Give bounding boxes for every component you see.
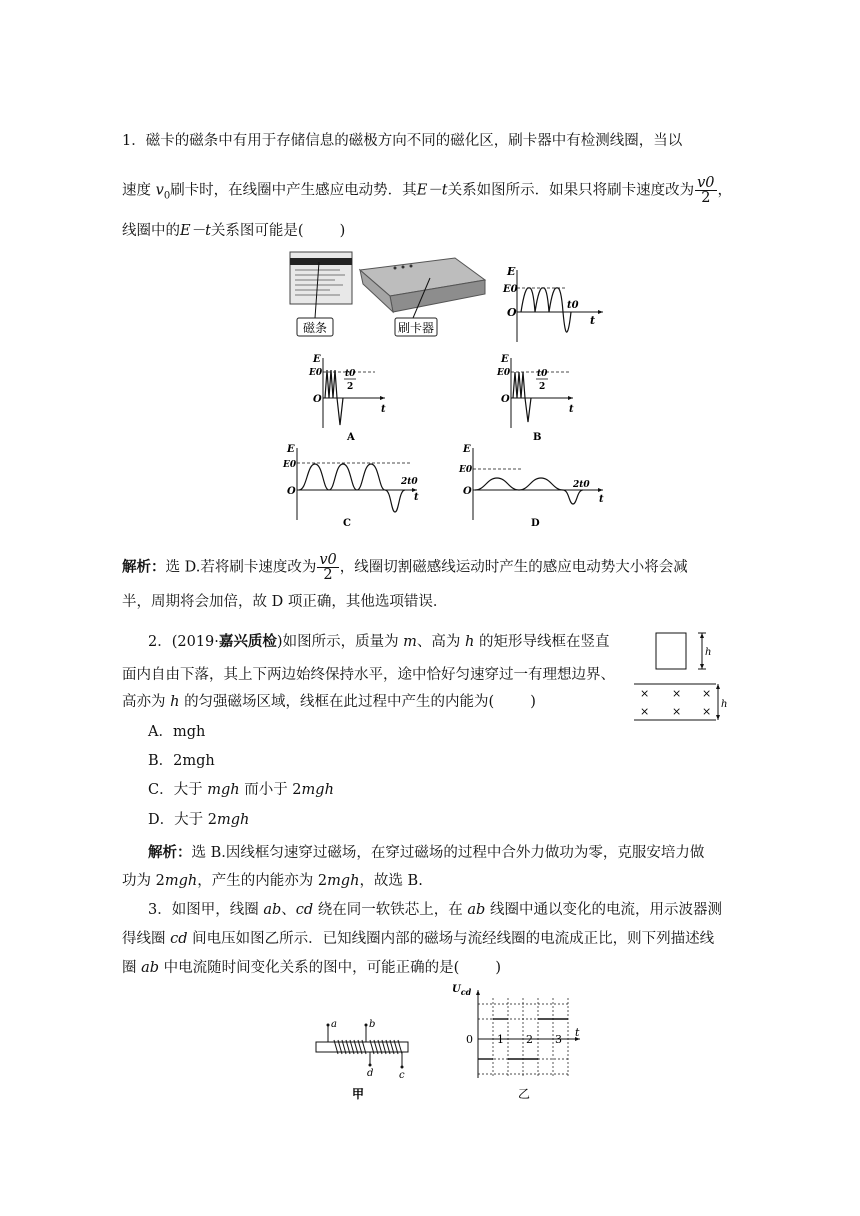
graph-E-label: E — [507, 265, 516, 278]
svg-text:t0: t0 — [345, 369, 356, 379]
q3-figure-yi — [448, 982, 588, 1102]
svg-text:2t0: 2t0 — [401, 477, 418, 487]
svg-text:t0: t0 — [537, 369, 548, 379]
option-a-graph — [308, 354, 386, 443]
iron-core — [316, 1042, 408, 1052]
svg-text:E: E — [313, 354, 321, 365]
option-c-graph — [282, 444, 419, 529]
field-height-label: h — [721, 699, 728, 710]
svg-text:2t0: 2t0 — [573, 480, 590, 490]
q3-line2: 得线圈 cd 间电压如图乙所示．已知线圈内部的磁场与流经线圈的电流成正比，则下列描述线 — [122, 931, 715, 947]
reader-label-box — [395, 318, 437, 336]
svg-text:E0: E0 — [497, 368, 511, 378]
q1-line1: 1．磁卡的磁条中有用于存储信息的磁极方向不同的磁化区，刷卡器中有检测线圈，当以 — [122, 133, 683, 149]
stripe-label-box — [297, 318, 333, 336]
q2-line3: 高亦为 h 的匀强磁场区域，线框在此过程中产生的内能为( ) — [122, 694, 536, 710]
terminal-d: d — [367, 1068, 374, 1079]
svg-text:E0: E0 — [459, 465, 473, 475]
svg-text:×: × — [672, 687, 682, 700]
svg-text:t: t — [599, 494, 604, 505]
q2-option-b: B．2mgh — [148, 753, 215, 769]
option-d-graph — [458, 444, 604, 529]
option-b-label: B — [533, 432, 542, 443]
svg-text:O: O — [313, 394, 322, 405]
svg-text:E: E — [287, 444, 295, 455]
q3-line3: 圈 ab 中电流随时间变化关系的图中，可能正确的是( ) — [122, 960, 501, 976]
wire-frame — [656, 633, 686, 669]
svg-text:E: E — [463, 444, 471, 455]
svg-text:×: × — [672, 705, 682, 718]
graph-t-label: t — [590, 314, 596, 327]
a1-line1: 解析：选 D.若将刷卡速度改为 $\frac{v0}{2}$ ，线圈切割磁感线运动时产生的感应电动势大小将会减 — [122, 552, 688, 583]
q1-figure — [285, 250, 615, 530]
svg-text:O: O — [501, 394, 510, 405]
q3-line1: 3．如图甲，线圈 ab、cd 绕在同一软铁芯上，在 ab 线圈中通以变化的电流，用示波器测 — [148, 902, 722, 918]
tick-3: 3 — [555, 1033, 562, 1046]
reader-label: 刷卡器 — [397, 321, 435, 335]
svg-text:×: × — [702, 687, 712, 700]
option-c-label: C — [343, 518, 351, 529]
q2-option-a: A．mgh — [148, 724, 206, 740]
frame-height-label: h — [705, 647, 712, 658]
option-b-graph — [496, 354, 574, 443]
svg-text:×: × — [640, 705, 650, 718]
svg-text:t: t — [381, 404, 386, 415]
option-d-label: D — [531, 518, 540, 529]
tick-2: 2 — [526, 1033, 533, 1046]
svg-text:×: × — [640, 687, 650, 700]
terminal-a: a — [331, 1019, 337, 1030]
magnetic-card-image — [290, 252, 352, 318]
svg-text:2: 2 — [347, 382, 354, 392]
svg-text:t: t — [414, 492, 419, 503]
q1-line2: 速度 $v_0$刷卡时，在线圈中产生感应电动势．其E－t关系如图所示．如果只将刷卡速度改为 $\frac{v0}{2}$ ， — [122, 175, 733, 206]
card-reader-image — [360, 258, 485, 318]
graph-E0-label: E0 — [503, 284, 518, 295]
ucd-label: $U_{cd}$ — [452, 984, 472, 997]
q2-option-c: C．大于 mgh 而小于 2mgh — [148, 782, 334, 798]
q2-line1: 2．(2019·嘉兴质检)如图所示，质量为 m、高为 h 的矩形导线框在竖直 — [148, 633, 610, 650]
terminal-b: b — [369, 1019, 376, 1030]
fraction-v0-over-2-answer: $\frac{v0}{2}$ — [319, 552, 337, 583]
terminal-c: c — [399, 1070, 405, 1081]
svg-text:E0: E0 — [309, 368, 323, 378]
svg-text:E: E — [501, 354, 509, 365]
svg-text:×: × — [702, 705, 712, 718]
q2-option-d: D．大于 2mgh — [148, 812, 250, 828]
svg-text:E0: E0 — [283, 460, 297, 470]
svg-text:O: O — [287, 486, 296, 497]
stripe-label: 磁条 — [302, 321, 328, 335]
svg-text:t: t — [569, 404, 574, 415]
main-et-graph — [502, 265, 603, 342]
graph-t0-label: t0 — [567, 300, 579, 311]
tick-1: 1 — [497, 1033, 504, 1046]
q2-figure — [630, 626, 730, 726]
fraction-v0-over-2: $\frac{v0}{2}$ — [697, 175, 715, 206]
q3-figure-jia — [310, 1012, 420, 1102]
a2-line1: 解析：选 B.因线框匀速穿过磁场，在穿过磁场的过程中合外力做功为零，克服安培力做 — [148, 844, 705, 861]
a2-line2: 功为 2mgh，产生的内能亦为 2mgh，故选 B. — [122, 873, 423, 889]
tick-0: 0 — [466, 1033, 473, 1046]
q2-source: 嘉兴质检 — [218, 633, 277, 650]
graph-O-label: O — [507, 306, 517, 319]
svg-text:O: O — [463, 486, 472, 497]
figure-jia-label: 甲 — [351, 1087, 365, 1101]
svg-text:2: 2 — [539, 382, 546, 392]
q1-line3: 线圈中的E－t关系图可能是( ) — [122, 223, 346, 239]
figure-yi-label: 乙 — [517, 1087, 531, 1101]
a1-line2: 半，周期将会加倍，故 D 项正确，其他选项错误． — [122, 594, 448, 610]
t-label: t — [575, 1026, 580, 1039]
option-a-label: A — [347, 432, 355, 443]
q2-line2: 面内自由下落，其上下两边始终保持水平，途中恰好匀速穿过一有理想边界、 — [122, 667, 615, 683]
